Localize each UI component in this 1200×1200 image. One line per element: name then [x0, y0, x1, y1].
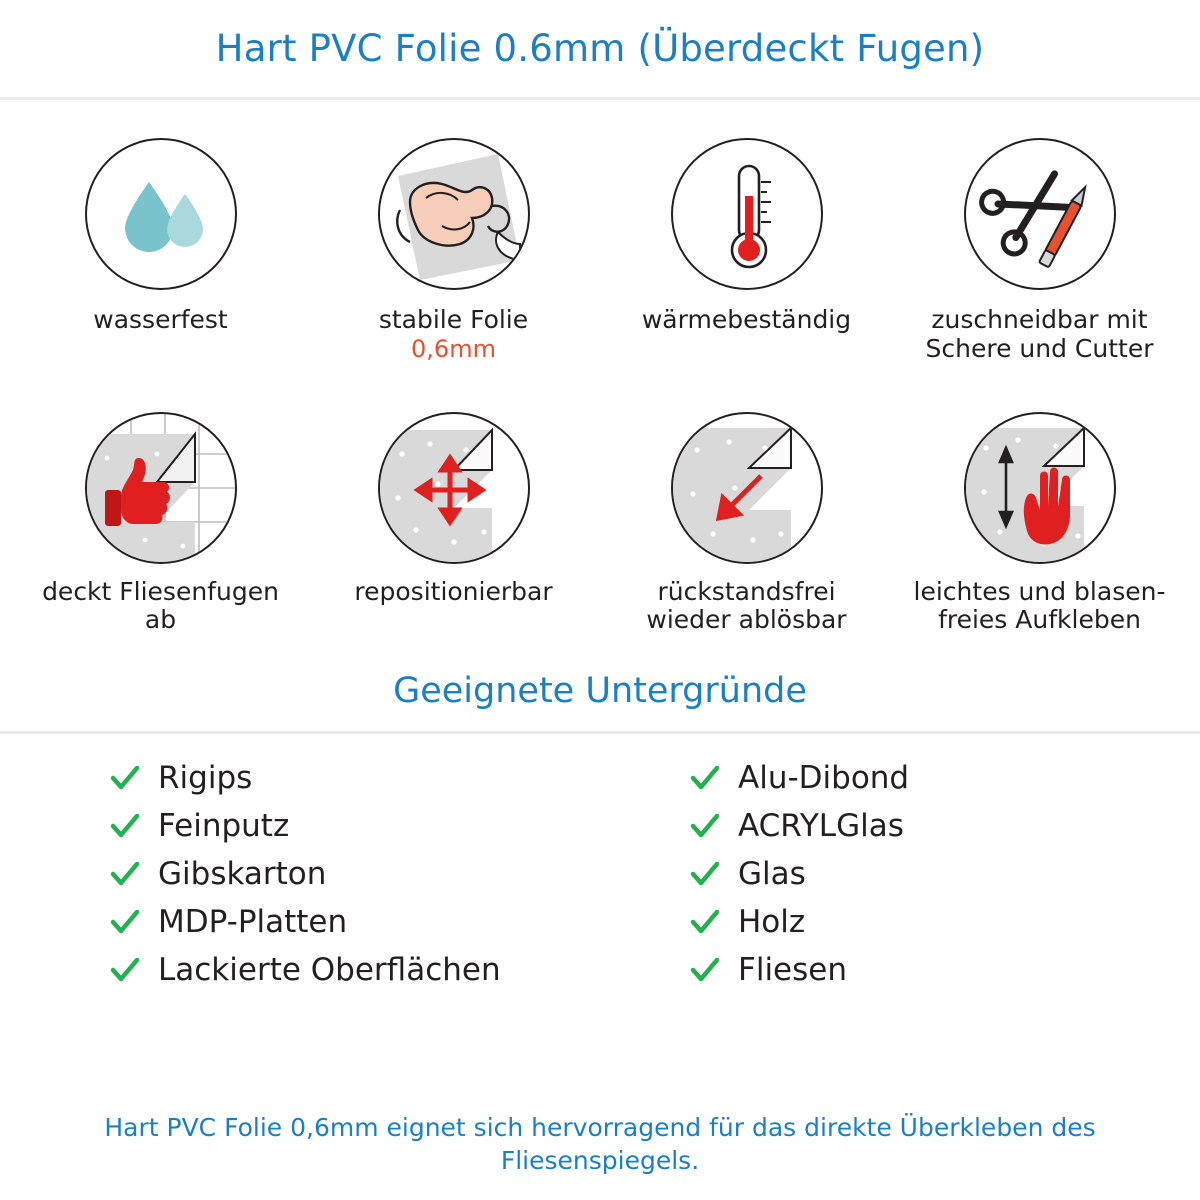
feature-aufkleben [893, 404, 1186, 646]
list-item [690, 952, 1200, 988]
feature-sublabel: 0,6mm [411, 334, 496, 363]
list-item-label: Gibskarton [158, 856, 327, 893]
list-item-label: Fliesen [738, 952, 847, 989]
feature-label: leichtes und blasen- freies Aufkleben [913, 576, 1166, 635]
peel-off-arrow-icon [671, 412, 823, 564]
feature-label: wasserfest [93, 305, 228, 334]
list-item-label: Rigips [158, 760, 253, 797]
list-item-label: Glas [738, 856, 806, 893]
thumbs-up-tiles-icon [85, 412, 237, 564]
list-item [690, 904, 1200, 940]
feature-deckt-fliesenfugen [14, 404, 307, 646]
feature-label: repositionierbar [354, 576, 553, 606]
section-title: Geeignete Untergründe [0, 645, 1200, 734]
footer-note: Hart PVC Folie 0,6mm eignet sich hervorragend für das direkte Überkleben des Fliesenspiegels. [104, 1112, 1096, 1176]
list-item [690, 856, 1200, 892]
substrate-column-left [0, 760, 600, 1000]
feature-label: wärmebeständig [641, 305, 852, 334]
list-item-label: ACRYLGlas [738, 808, 904, 845]
check-icon [110, 763, 140, 793]
substrate-column-right [600, 760, 1200, 1000]
hand-smoothing-icon [964, 412, 1116, 564]
feature-waermebestaendig [600, 130, 893, 374]
list-item-label: Feinputz [158, 808, 290, 845]
check-icon [690, 763, 720, 793]
reposition-arrows-icon [378, 412, 530, 564]
water-drops-icon [85, 138, 237, 290]
feature-label: rückstandsfrei wieder ablösbar [646, 576, 847, 635]
list-item-label: Lackierte Oberflächen [158, 952, 501, 989]
feature-wasserfest [14, 130, 307, 374]
check-icon [690, 907, 720, 937]
page-title: Hart PVC Folie 0.6mm (Überdeckt Fugen) [215, 27, 985, 70]
list-item [110, 952, 600, 988]
page-header [0, 0, 1200, 100]
feature-grid-row-1 [0, 100, 1200, 374]
feature-grid-row-2 [0, 374, 1200, 646]
feature-zuschneidbar [893, 130, 1186, 374]
feature-label: deckt Fliesenfugen ab [42, 576, 279, 635]
list-item [110, 760, 600, 796]
feature-rueckstandsfrei [600, 404, 893, 646]
list-item [690, 760, 1200, 796]
check-icon [110, 859, 140, 889]
check-icon [110, 811, 140, 841]
list-item-label: Alu-Dibond [738, 760, 910, 797]
list-item-label: MDP-Platten [158, 904, 348, 941]
list-item-label: Holz [738, 904, 806, 941]
check-icon [110, 907, 140, 937]
flexing-arm-icon [378, 138, 530, 290]
check-icon [690, 811, 720, 841]
thermometer-icon [671, 138, 823, 290]
feature-label: stabile Folie [378, 305, 529, 334]
feature-stabile-folie [307, 130, 600, 374]
scissors-cutter-icon [964, 138, 1116, 290]
check-icon [110, 955, 140, 985]
list-item [110, 808, 600, 844]
check-icon [690, 859, 720, 889]
list-item [110, 904, 600, 940]
feature-label: zuschneidbar mit Schere und Cutter [925, 305, 1154, 363]
check-icon [690, 955, 720, 985]
feature-repositionierbar [307, 404, 600, 646]
list-item [690, 808, 1200, 844]
substrate-lists [0, 734, 1200, 1000]
list-item [110, 856, 600, 892]
